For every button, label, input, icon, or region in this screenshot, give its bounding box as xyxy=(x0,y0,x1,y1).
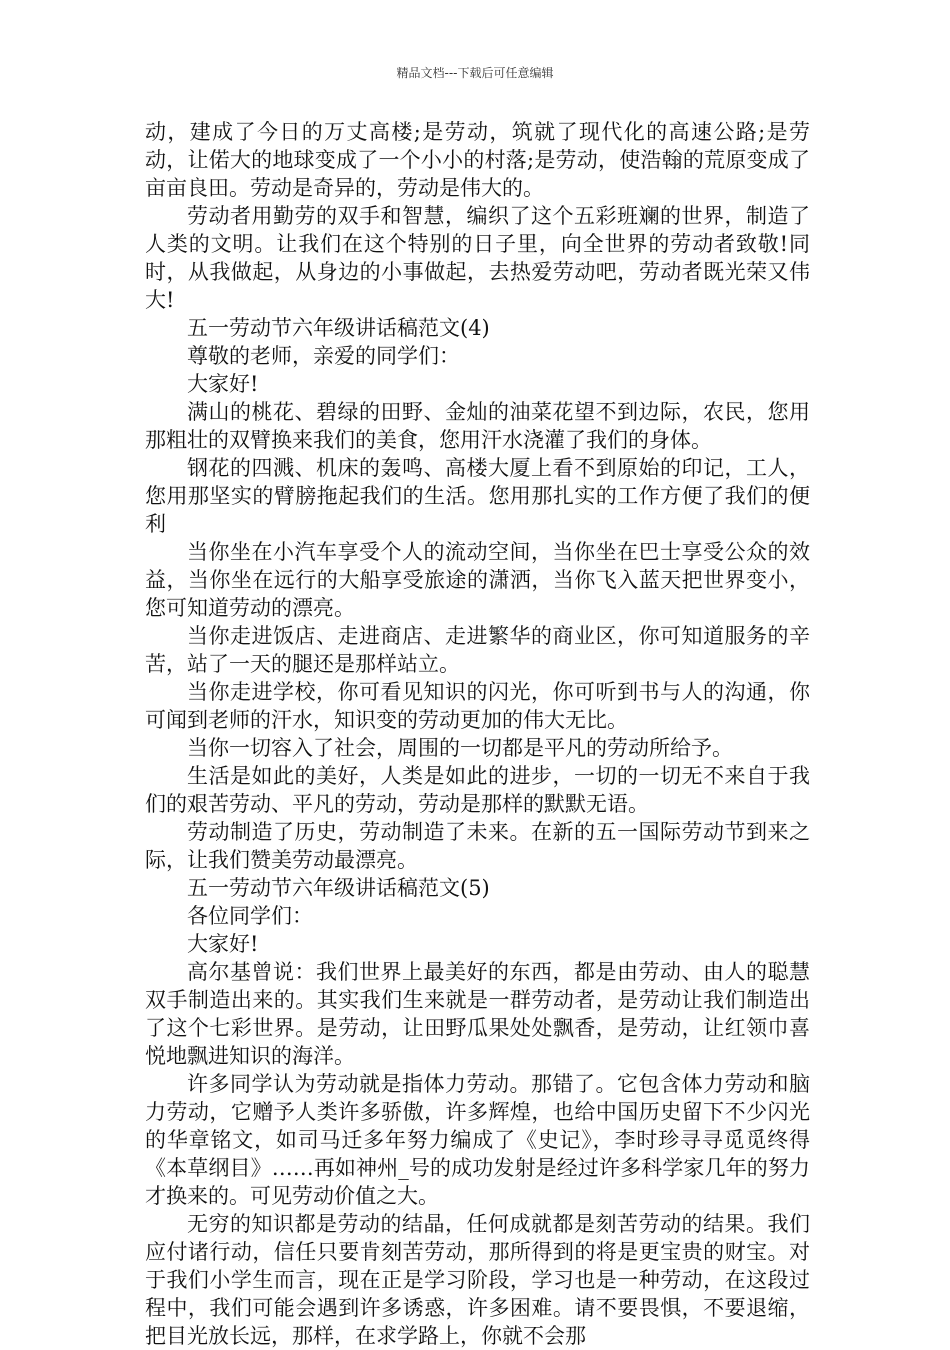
paragraph: 大家好! xyxy=(187,372,259,396)
paragraph: 当你一切容入了社会，周围的一切都是平凡的劳动所给予。 xyxy=(187,736,733,760)
paragraph: 劳动者用勤劳的双手和智慧，编织了这个五彩班斓的世界，制造了人类的文明。让我们在这个特别的日子里，向全世界的劳动者致敬!同时，从我做起，从身边的小事做起，去热爱劳动吧，劳动者既光荣又伟大! xyxy=(145,204,810,312)
page-header: 精品文档---下载后可任意编辑 xyxy=(396,66,554,80)
paragraph: 动，建成了今日的万丈高楼;是劳动，筑就了现代化的高速公路;是劳动，让偌大的地球变成了一个小小的村落;是劳动，使浩翰的荒原变成了亩亩良田。劳动是奇异的，劳动是伟大的。 xyxy=(145,120,810,200)
paragraph: 劳动制造了历史，劳动制造了未来。在新的五一国际劳动节到来之际，让我们赞美劳动最漂亮。 xyxy=(145,820,810,872)
paragraph: 尊敬的老师，亲爱的同学们： xyxy=(187,344,460,368)
paragraph: 当你坐在小汽车享受个人的流动空间，当你坐在巴士享受公众的效益，当你坐在远行的大船享受旅途的潇洒，当你飞入蓝天把世界变小，您可知道劳动的漂亮。 xyxy=(145,540,810,620)
paragraph: 当你走进学校，你可看见知识的闪光，你可听到书与人的沟通，你可闻到老师的汗水，知识变的劳动更加的伟大无比。 xyxy=(145,680,810,732)
paragraph: 无穷的知识都是劳动的结晶，任何成就都是刻苦劳动的结果。我们应付诸行动，信任只要肯刻苦劳动，那所得到的将是更宝贵的财宝。对于我们小学生而言，现在正是学习阶段，学习也是一种劳动，在这段过程中，我们可能会遇到许多诱惑，许多困难。请不要畏惧，不要退缩，把目光放长远，那样，在求学路上，你就不会那 xyxy=(145,1212,810,1348)
paragraph: 大家好! xyxy=(187,932,259,956)
paragraph: 当你走进饭店、走进商店、走进繁华的商业区，你可知道服务的辛苦，站了一天的腿还是那样站立。 xyxy=(145,624,810,676)
paragraph: 生活是如此的美好，人类是如此的进步，一切的一切无不来自于我们的艰苦劳动、平凡的劳动，劳动是那样的默默无语。 xyxy=(145,764,810,816)
paragraph: 许多同学认为劳动就是指体力劳动。那错了。它包含体力劳动和脑力劳动，它赠予人类许多骄傲，许多辉煌，也给中国历史留下不少闪光的华章铭文，如司马迁多年努力编成了《史记》，李时珍寻寻觅觅终得《本草纲目》……再如神州_号的成功发射是经过许多科学家几年的努力才换来的。可见劳动价值之大。 xyxy=(145,1072,810,1208)
paragraph: 五一劳动节六年级讲话稿范文(5) xyxy=(187,876,490,900)
document-body xyxy=(145,118,810,1350)
paragraph: 钢花的四溅、机床的轰鸣、高楼大厦上看不到原始的印记，工人，您用那坚实的臂膀拖起我们的生活。您用那扎实的工作方便了我们的便利 xyxy=(145,456,810,536)
paragraph: 满山的桃花、碧绿的田野、金灿的油菜花望不到边际，农民，您用那粗壮的双臂换来我们的美食，您用汗水浇灌了我们的身体。 xyxy=(145,400,810,452)
paragraph: 五一劳动节六年级讲话稿范文(4) xyxy=(187,316,490,340)
paragraph: 高尔基曾说：我们世界上最美好的东西，都是由劳动、由人的聪慧双手制造出来的。其实我们生来就是一群劳动者，是劳动让我们制造出了这个七彩世界。是劳动，让田野瓜果处处飘香，是劳动，让红领巾喜悦地飘进知识的海洋。 xyxy=(145,960,810,1068)
paragraph: 各位同学们： xyxy=(187,904,313,928)
